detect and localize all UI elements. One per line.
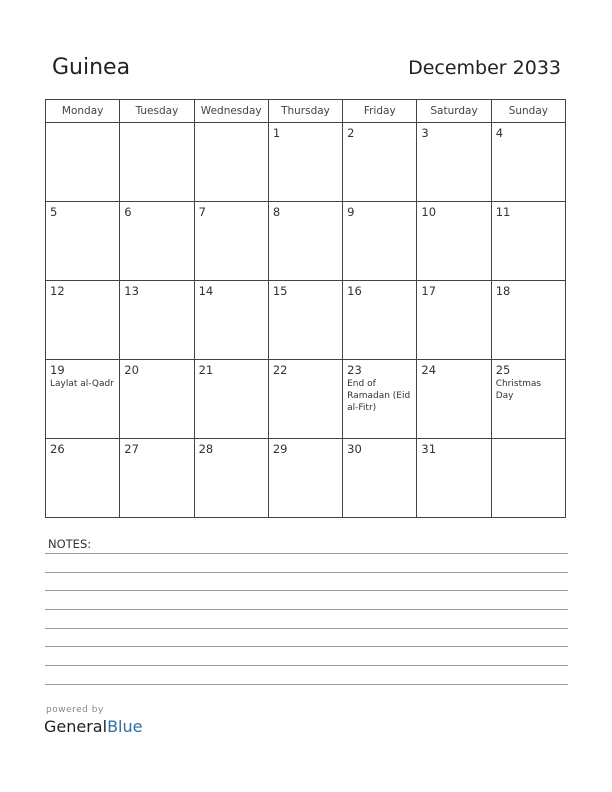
brand-general: General [44,717,108,736]
day-number: 10 [421,205,437,219]
day-cell [194,202,268,281]
day-number: 15 [272,284,288,298]
day-number: 24 [421,363,437,377]
day-number: 18 [495,284,511,298]
day-number: 17 [421,284,437,298]
week-row [46,360,566,439]
day-cell [417,281,491,360]
day-number: 28 [198,442,214,456]
holiday-label: End of Ramadan (Eid al-Fitr) [347,379,411,413]
day-cell [268,202,342,281]
day-number: 1 [272,126,281,140]
day-number: 5 [50,205,58,219]
day-number: 11 [495,205,511,219]
day-cell [120,123,194,202]
day-cell [491,439,565,518]
weekday-wednesday: Wednesday [194,100,268,123]
day-cell [194,123,268,202]
day-cell [46,202,120,281]
day-cell [46,123,120,202]
note-line [45,609,568,610]
day-cell [491,123,565,202]
weekday-saturday: Saturday [417,100,491,123]
weekday-header-row [46,100,566,123]
day-cell [268,281,342,360]
day-cell [46,360,120,439]
week-row [46,281,566,360]
day-number: 29 [272,442,288,456]
generalblue-logo [44,717,142,736]
day-number: 21 [198,363,214,377]
day-number: 23 [347,363,362,377]
day-number: 8 [272,205,281,219]
note-line [45,646,568,647]
day-cell [417,439,491,518]
day-cell [491,360,565,439]
note-line [45,553,568,554]
day-cell [194,281,268,360]
day-number: 3 [421,126,429,140]
day-cell [268,439,342,518]
day-number: 16 [347,284,362,298]
week-row [46,439,566,518]
day-cell [194,439,268,518]
day-cell [120,281,194,360]
day-number: 30 [347,442,362,456]
notes-label: NOTES: [48,537,92,551]
country-title: Guinea [52,55,131,80]
day-number: 12 [50,284,65,298]
day-cell [343,360,417,439]
note-line [45,684,568,685]
day-number: 31 [421,442,437,456]
day-number: 14 [198,284,214,298]
day-number: 4 [495,126,504,140]
brand-blue: Blue [107,717,143,736]
day-number: 25 [495,363,511,377]
day-cell [417,360,491,439]
day-number: 7 [198,205,206,219]
day-cell [417,202,491,281]
weekday-monday: Monday [46,100,120,123]
week-row [46,202,566,281]
day-number: 26 [50,442,65,456]
day-number: 2 [347,126,355,140]
day-cell [491,281,565,360]
day-cell [343,123,417,202]
note-line [45,628,568,629]
day-cell [417,123,491,202]
weekday-tuesday: Tuesday [120,100,194,123]
day-cell [194,360,268,439]
month-year-title: December 2033 [408,57,561,79]
calendar-grid [45,99,566,518]
day-number: 6 [124,205,132,219]
day-cell [120,202,194,281]
day-cell [46,439,120,518]
note-line [45,572,568,573]
day-number: 13 [124,284,139,298]
day-number: 9 [347,205,355,219]
powered-by-text: powered by [46,705,104,715]
day-cell [120,439,194,518]
day-cell [343,202,417,281]
day-number: 19 [50,363,65,377]
day-cell [491,202,565,281]
weekday-friday: Friday [343,100,417,123]
note-line [45,665,568,666]
day-cell [120,360,194,439]
week-row [46,123,566,202]
day-cell [268,360,342,439]
note-line [45,590,568,591]
day-cell [343,281,417,360]
day-number: 20 [124,363,139,377]
day-cell [343,439,417,518]
weekday-thursday: Thursday [268,100,342,123]
day-number: 22 [272,363,288,377]
day-cell [268,123,342,202]
holiday-label: Christmas Day [495,379,542,401]
day-number: 27 [124,442,139,456]
day-cell [46,281,120,360]
weekday-sunday: Sunday [491,100,565,123]
holiday-label: Laylat al-Qadr [50,379,114,389]
